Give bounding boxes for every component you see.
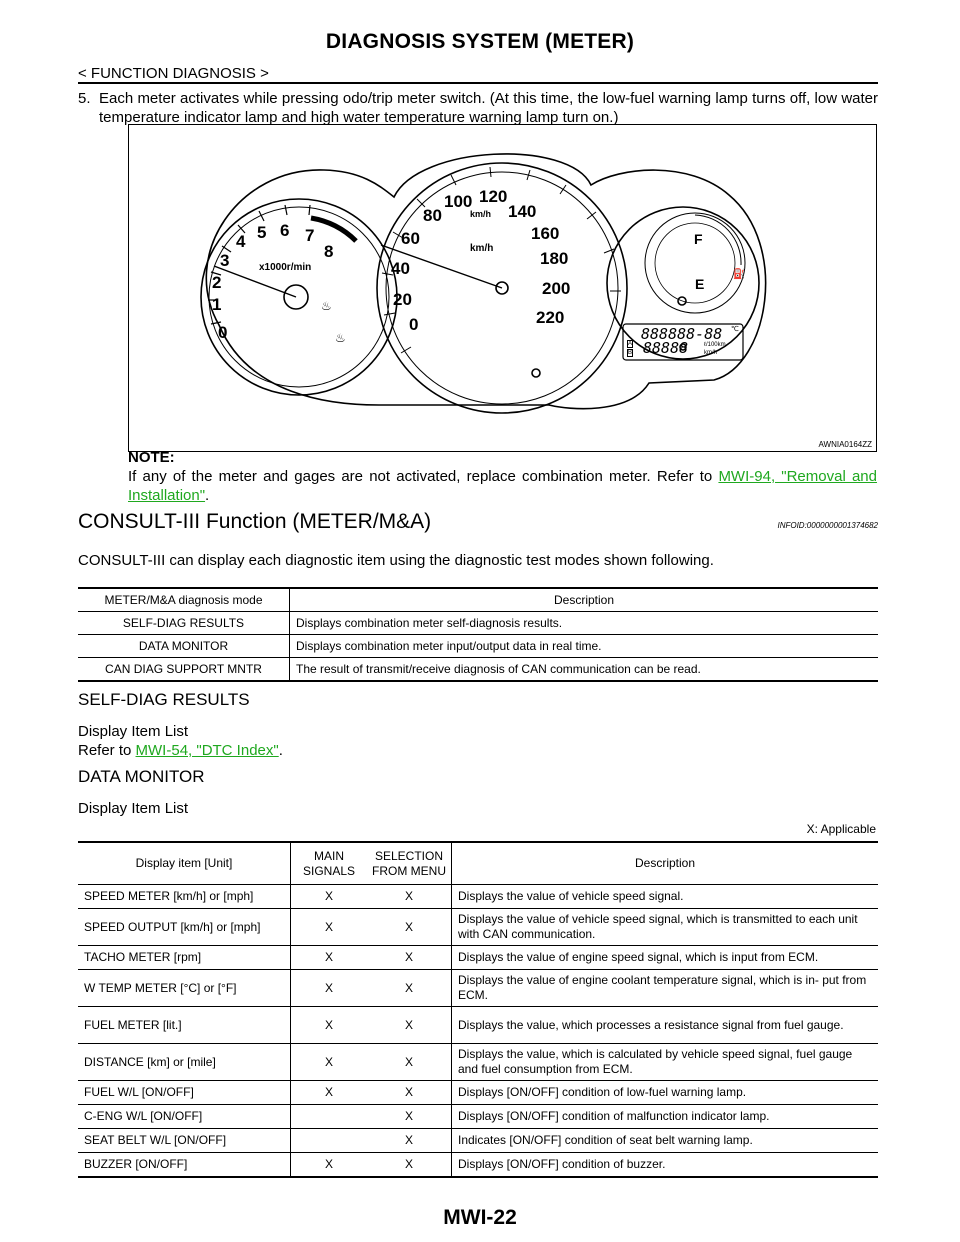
odo-display: 888888-88 [641, 325, 723, 343]
table-row [78, 909, 878, 946]
mode-cell: CAN DIAG SUPPORT MNTR [78, 658, 290, 682]
tacho-num-4: 4 [236, 232, 246, 251]
main-signal-cell: X [291, 885, 368, 909]
step-text: Each meter activates while pressing odo/trip meter switch. (At this time, the low-fuel warning lamp turns off, low water temperature indicator lamp and high water temperature warning lamp turn on.) [99, 90, 878, 126]
consult-intro: CONSULT-III can display each diagnostic item using the diagnostic test modes shown following. [78, 552, 714, 569]
item-cell: C-ENG W/L [ON/OFF] [78, 1105, 291, 1129]
item-cell: BUZZER [ON/OFF] [78, 1153, 291, 1178]
tacho-num-8: 8 [324, 242, 334, 261]
selection-cell: X [367, 1153, 452, 1178]
info-id: INFOID:0000000001374682 [777, 521, 878, 530]
tacho-num-2: 2 [212, 273, 222, 292]
header-main-signals: MAIN SIGNALS [291, 842, 368, 885]
coolant-temp-icon: ♨ [321, 299, 332, 313]
item-cell: FUEL METER [lit.] [78, 1007, 291, 1044]
table-row [78, 1007, 878, 1044]
tacho-num-0: 0 [218, 323, 228, 342]
description-cell: Displays [ON/OFF] condition of malfunction indicator lamp. [452, 1105, 879, 1129]
item-cell: SEAT BELT W/L [ON/OFF] [78, 1129, 291, 1153]
speedo-num-80: 80 [423, 206, 442, 225]
description-cell: Displays the value of engine coolant temperature signal, which is in- put from ECM. [452, 970, 879, 1007]
section-breadcrumb: < FUNCTION DIAGNOSIS > [78, 65, 269, 82]
speedo-unit: km/h [470, 243, 494, 254]
combination-meter-figure [128, 124, 877, 452]
selection-cell: X [367, 970, 452, 1007]
speedo-num-40: 40 [391, 259, 410, 278]
note-text-end: . [205, 487, 210, 504]
speedo-unit-small: km/h [470, 209, 492, 219]
header-rule [78, 82, 878, 84]
speedo-num-160: 160 [531, 224, 560, 243]
tacho-num-1: 1 [212, 295, 222, 314]
main-signal-cell: X [291, 1007, 368, 1044]
page-number: MWI-22 [443, 1206, 517, 1229]
speedo-num-220: 220 [536, 308, 565, 327]
refer-end: . [278, 742, 283, 759]
dtc-index-link[interactable]: MWI-54, "DTC Index" [135, 742, 279, 759]
selection-cell: X [367, 1007, 452, 1044]
speedo-num-0: 0 [409, 315, 419, 334]
table-row [78, 1105, 878, 1129]
item-cell: SPEED OUTPUT [km/h] or [mph] [78, 909, 291, 946]
self-diag-display-list: Display Item List [78, 723, 189, 740]
table-row [78, 612, 878, 635]
selection-cell: X [367, 1044, 452, 1081]
main-signal-cell [291, 1105, 368, 1129]
selection-cell: X [367, 909, 452, 946]
self-diag-heading: SELF-DIAG RESULTS [78, 690, 250, 709]
table-row [78, 658, 878, 682]
description-cell: Indicates [ON/OFF] condition of seat belt warning lamp. [452, 1129, 879, 1153]
table-row [78, 1081, 878, 1105]
data-monitor-heading: DATA MONITOR [78, 767, 205, 786]
data-monitor-display-list: Display Item List [78, 800, 189, 817]
fuel-pump-icon: ⛽ [733, 269, 746, 280]
trip-b-label: B [628, 350, 633, 356]
description-cell: Displays combination meter input/output data in real time. [290, 635, 879, 658]
selection-cell: X [367, 885, 452, 909]
trip-display: 88888 [643, 339, 689, 357]
table-row [78, 946, 878, 970]
table-row [78, 1044, 878, 1081]
speedo-num-120: 120 [479, 187, 508, 206]
table-row [78, 635, 878, 658]
item-cell: DISTANCE [km] or [mile] [78, 1044, 291, 1081]
selection-cell: X [367, 1081, 452, 1105]
fuel-full-label: F [694, 231, 703, 247]
fuel-empty-label: E [695, 276, 705, 292]
header-display-item: Display item [Unit] [78, 842, 291, 885]
main-signal-cell: X [324, 1157, 333, 1171]
combination-meter-drawing [129, 125, 878, 453]
speedo-num-200: 200 [542, 279, 571, 298]
item-cell: W TEMP METER [°C] or [°F] [78, 970, 291, 1007]
trip-unit-bottom: km/h [704, 350, 718, 356]
coolant-temp-low-icon: ♨ [335, 331, 346, 345]
note-text-body: If any of the meter and gages are not activated, replace combination meter. Refer to [128, 468, 719, 485]
main-signal-cell: X [291, 946, 368, 970]
mode-cell: DATA MONITOR [78, 635, 290, 658]
table-header-row [78, 842, 878, 885]
figure-id: AWNIA0164ZZ [818, 440, 872, 449]
main-signal-cell: X [291, 909, 368, 946]
trip-a-label: A [628, 341, 633, 347]
display-item-table [78, 841, 878, 1178]
diagnosis-mode-table [78, 587, 878, 682]
main-signal-cell: X [291, 1044, 368, 1081]
mode-cell: SELF-DIAG RESULTS [78, 612, 290, 635]
speedo-num-180: 180 [540, 249, 569, 268]
description-cell: Displays the value of engine speed signal, which is input from ECM. [452, 946, 879, 970]
tacho-num-5: 5 [257, 223, 267, 242]
note-text [128, 467, 877, 505]
removal-installation-link[interactable]: MWI-94, "Removal and Installation" [128, 468, 877, 504]
header-selection: SELECTION FROM MENU [367, 842, 452, 885]
description-cell: The result of transmit/receive diagnosis of CAN communication can be read. [296, 662, 701, 676]
speedo-num-60: 60 [401, 229, 420, 248]
item-cell: SPEED METER [km/h] or [mph] [78, 885, 291, 909]
tacho-num-6: 6 [280, 221, 290, 240]
trip-unit-top: ℓ/100km [704, 342, 726, 348]
refer-text: Refer to [78, 742, 136, 759]
header-description: Description [452, 842, 879, 885]
tacho-num-3: 3 [220, 251, 230, 270]
description-cell: Displays the value of vehicle speed signal, which is transmitted to each unit with CAN communication. [452, 909, 879, 946]
page-title: DIAGNOSIS SYSTEM (METER) [325, 30, 635, 53]
description-cell: Displays [ON/OFF] condition of buzzer. [458, 1157, 666, 1171]
consult-heading: CONSULT-III Function (METER/M&A) [78, 510, 432, 533]
step-number: 5. [78, 90, 91, 107]
selection-cell: X [367, 946, 452, 970]
main-signal-cell: X [291, 1081, 368, 1105]
speedo-num-20: 20 [393, 290, 412, 309]
speedo-num-100: 100 [444, 192, 473, 211]
description-cell: Displays [ON/OFF] condition of low-fuel warning lamp. [452, 1081, 879, 1105]
table-row [78, 1153, 878, 1178]
description-cell: Displays combination meter self-diagnosis results. [290, 612, 879, 635]
table-row [78, 885, 878, 909]
header-description: Description [290, 588, 879, 612]
speedo-num-140: 140 [508, 202, 537, 221]
main-signal-cell [291, 1129, 368, 1153]
self-diag-refer [78, 741, 283, 760]
step-5 [78, 89, 878, 127]
selection-cell: X [367, 1105, 452, 1129]
description-cell: Displays the value, which is calculated by vehicle speed signal, fuel gauge and fuel consumption from ECM. [452, 1044, 879, 1081]
applicable-legend: X: Applicable [806, 822, 876, 836]
table-row [78, 970, 878, 1007]
header-mode: METER/M&A diagnosis mode [78, 588, 290, 612]
description-cell: Displays the value of vehicle speed signal. [452, 885, 879, 909]
note-label: NOTE: [128, 449, 175, 466]
selection-cell: X [367, 1129, 452, 1153]
tacho-unit: x1000r/min [259, 262, 312, 273]
item-cell: TACHO METER [rpm] [78, 946, 291, 970]
main-signal-cell: X [291, 970, 368, 1007]
description-cell: Displays the value, which processes a resistance signal from fuel gauge. [452, 1007, 879, 1044]
tacho-num-7: 7 [305, 226, 315, 245]
item-cell: FUEL W/L [ON/OFF] [78, 1081, 291, 1105]
table-header-row [78, 588, 878, 612]
table-row [78, 1129, 878, 1153]
temp-unit: ℃ [731, 326, 739, 333]
